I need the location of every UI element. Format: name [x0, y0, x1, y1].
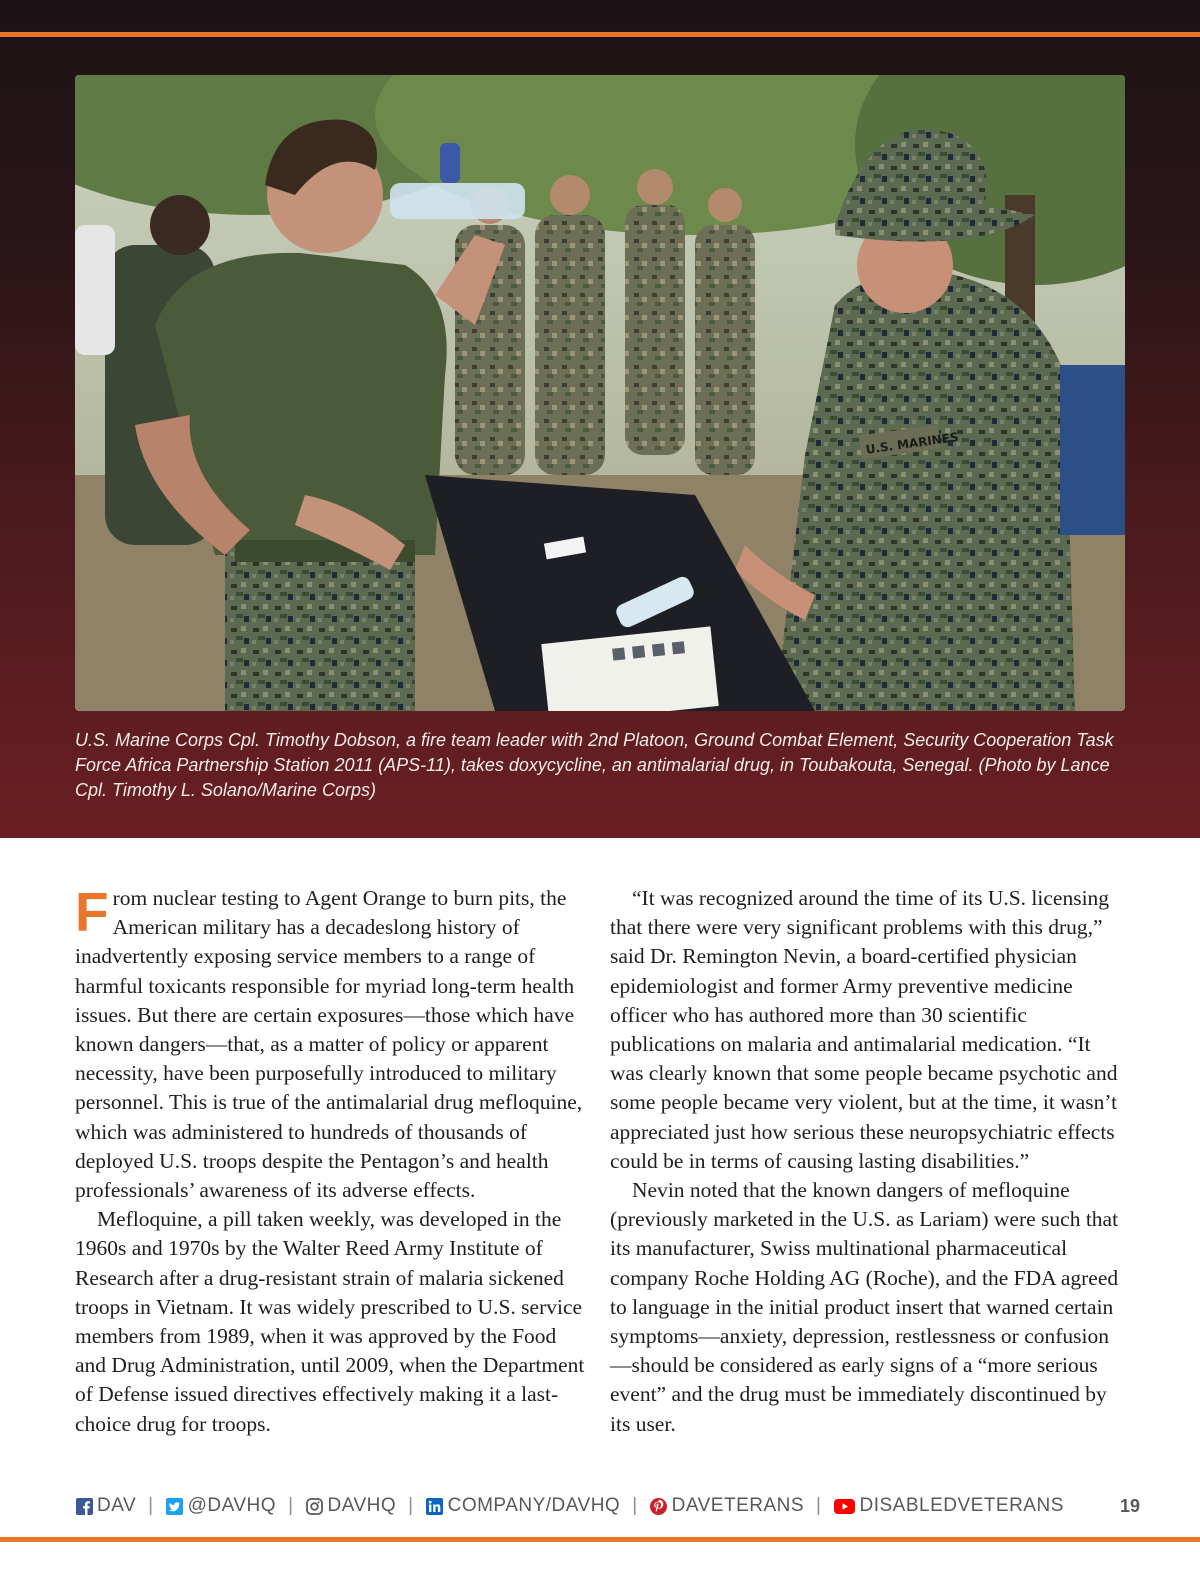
pinterest-handle: DAVETERANS — [671, 1495, 805, 1516]
top-orange-rule — [0, 32, 1200, 37]
instagram-handle: DAVHQ — [327, 1495, 397, 1516]
facebook-handle: DAV — [97, 1495, 137, 1516]
footer-separator: | — [408, 1495, 414, 1516]
page-number: 19 — [1119, 1496, 1140, 1516]
footer-youtube-link[interactable] — [833, 1495, 1063, 1517]
article-column-left — [75, 881, 585, 1439]
paragraph-mefloquine-history: Mefloquine, a pill taken weekly, was developed in the 1960s and 1970s by the Walter Reed Army Institute of Research after a drug-resistant strain of malaria sickened troops in Vietnam. It was widely prescribed to U.S. service members from 1989, when it was approved by the Food and Drug Administration, until 2009, when the Department of Defense issued directives effectively making it a last-choice drug for troops. — [75, 1207, 585, 1436]
footer-facebook-link[interactable] — [75, 1495, 136, 1517]
article-photo — [75, 75, 1125, 711]
footer-separator: | — [816, 1495, 822, 1516]
instagram-icon — [306, 1497, 324, 1515]
twitter-handle: @DAVHQ — [187, 1495, 277, 1516]
facebook-icon — [75, 1497, 93, 1515]
photo-caption: U.S. Marine Corps Cpl. Timothy Dobson, a fire team leader with 2nd Platoon, Ground Combat Element, Security Cooperation Task Force Africa Partnership Station 2011 (APS-11), takes doxycycline, an antimalarial drug, in Toubakouta, Senegal. (Photo by Lance Cpl. Timothy L. Solano/Marine Corps) — [75, 730, 1114, 800]
pinterest-icon — [650, 1497, 668, 1515]
paragraph-intro-text: rom nuclear testing to Agent Orange to burn pits, the American military has a decadeslong history of inadvertently exposing service members to a range of harmful toxicants responsible for myriad long-term health issues. But there are certain exposures—those which have known dangers—that, as a matter of policy or apparent necessity, have been purposefully introduced to military personnel. This is true of the antimalarial drug mefloquine, which was administered to hundreds of thousands of deployed U.S. troops despite the Pentagon’s and health professionals’ awareness of its adverse effects. — [75, 886, 583, 1203]
footer-separator: | — [148, 1495, 154, 1516]
footer-twitter-link[interactable] — [166, 1495, 276, 1517]
footer-separator: | — [632, 1495, 638, 1516]
paragraph-intro — [75, 881, 585, 1205]
youtube-icon — [833, 1497, 855, 1515]
youtube-handle: DISABLEDVETERANS — [859, 1495, 1064, 1516]
article-column-right — [610, 884, 1125, 1439]
bottom-orange-rule — [0, 1537, 1200, 1542]
drop-cap: F — [75, 881, 109, 943]
twitter-icon — [166, 1497, 184, 1515]
social-footer — [75, 1492, 1140, 1520]
footer-instagram-link[interactable] — [306, 1495, 397, 1517]
name-tape-text: U.S. MARINES — [864, 429, 960, 457]
paragraph-product-insert: Nevin noted that the known dangers of mefloquine (previously marketed in the U.S. as Lariam) were such that its manufacturer, Swiss multinational pharmaceutical company Roche Holding AG (Roche), and the FDA agreed to language in the initial product insert that warned certain symptoms—anxiety, depression, restlessness or confusion—should be considered as early signs of a “more serious event” and the drug must be immediately discontinued by its user. — [610, 1178, 1119, 1436]
paragraph-nevin-quote: “It was recognized around the time of its U.S. licensing that there were very significant problems with this drug,” said Dr. Remington Nevin, a board-certified physician epidemiologist and former Army preventive medicine officer who has authored more than 30 scientific publications on malaria and antimalarial medication. “It was clearly known that some people became psychotic and some people became very violent, but at the time, it wasn’t appreciated just how serious these neuropsychiatric effects could be in terms of causing lasting disabilities.” — [610, 886, 1118, 1173]
linkedin-icon — [426, 1497, 444, 1515]
footer-pinterest-link[interactable] — [650, 1495, 804, 1517]
linkedin-handle: COMPANY/DAVHQ — [447, 1495, 621, 1516]
footer-separator: | — [288, 1495, 294, 1516]
footer-linkedin-link[interactable] — [426, 1495, 621, 1517]
